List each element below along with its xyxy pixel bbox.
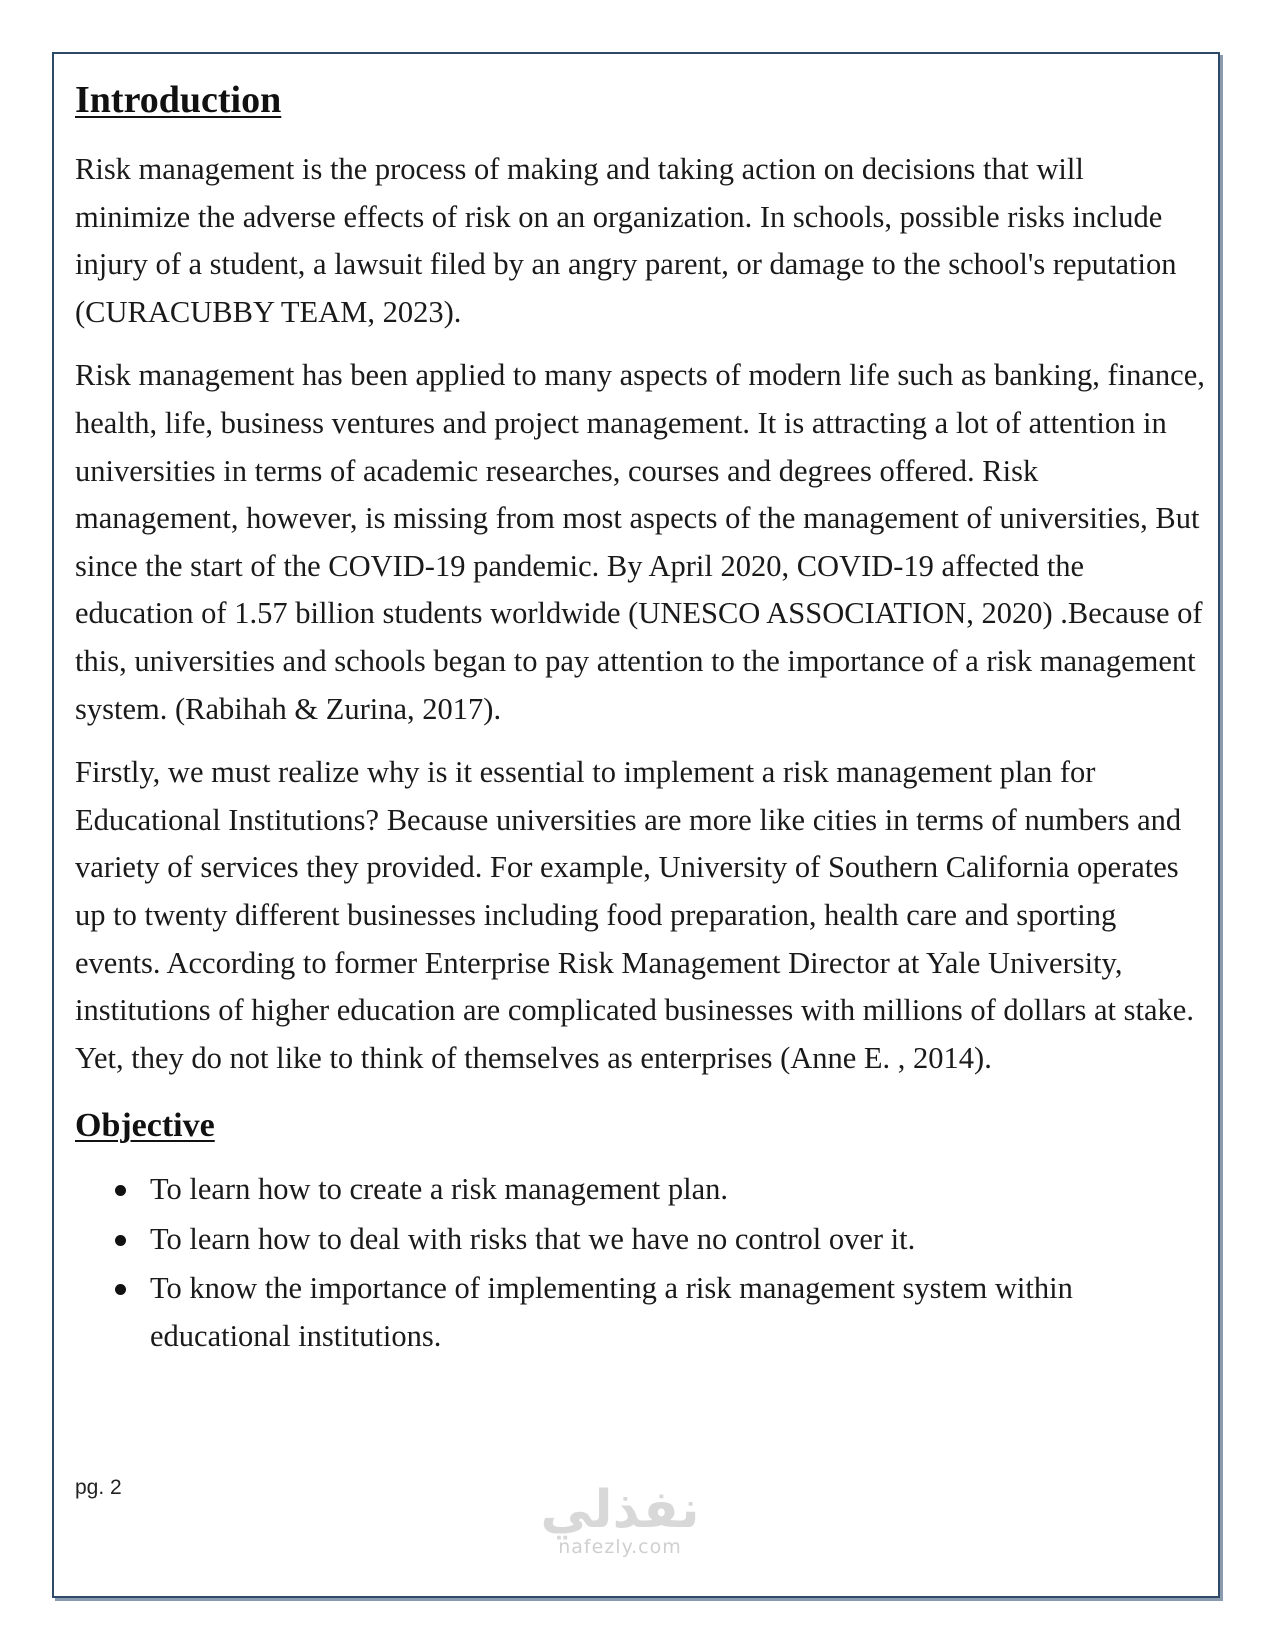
objective-item <box>75 1166 1205 1214</box>
objective-item <box>75 1265 1205 1360</box>
watermark <box>520 1480 720 1558</box>
bullet-icon <box>115 1235 126 1246</box>
objective-item-text: To learn how to deal with risks that we have no control over it. <box>150 1221 916 1256</box>
bullet-icon <box>115 1284 126 1295</box>
objective-list <box>75 1166 1205 1360</box>
objective-heading: Objective <box>75 1107 215 1145</box>
page-number: pg. 2 <box>75 1476 122 1499</box>
introduction-paragraph-2: Risk management has been applied to many aspects of modern life such as banking, finance, health, life, business ventures and project management. It is attracting a lot of attention in universities in terms of academic researches, courses and degrees offered. Risk management, however, is missing from most aspects of the management of universities, But since the start of the COVID-19 pandemic. By April 2020, COVID-19 affected the education of 1.57 billion students worldwide (UNESCO ASSOCIATION, 2020) .Because of this, universities and schools began to pay attention to the importance of a risk management system. (Rabihah & Zurina, 2017). <box>75 358 1205 726</box>
introduction-heading: Introduction <box>75 79 282 121</box>
objective-item-text: To learn how to create a risk management plan. <box>150 1172 728 1207</box>
introduction-paragraph-1: Risk management is the process of making and taking action on decisions that will minimize the adverse effects of risk on an organization. In schools, possible risks include injury of a student, a lawsuit filed by an angry parent, or damage to the school's reputation (CURACUBBY TEAM, 2023). <box>75 152 1177 329</box>
document-content <box>75 74 1205 1363</box>
introduction-paragraph-3: Firstly, we must realize why is it essential to implement a risk management plan for Educational Institutions? Because universities are more like cities in terms of numbers and variety of services they provided. For example, University of Southern California operates up to twenty different businesses including food preparation, health care and sporting events. According to former Enterprise Risk Management Director at Yale University, institutions of higher education are complicated businesses with millions of dollars at stake. Yet, they do not like to think of themselves as enterprises (Anne E. , 2014). <box>75 755 1194 1075</box>
objective-item-text: To know the importance of implementing a risk management system within educational institutions. <box>150 1271 1073 1354</box>
objective-item <box>75 1216 1205 1264</box>
watermark-logo: نفذلي <box>540 1480 700 1540</box>
watermark-url: nafezly.com <box>558 1536 682 1558</box>
bullet-icon <box>115 1185 126 1196</box>
